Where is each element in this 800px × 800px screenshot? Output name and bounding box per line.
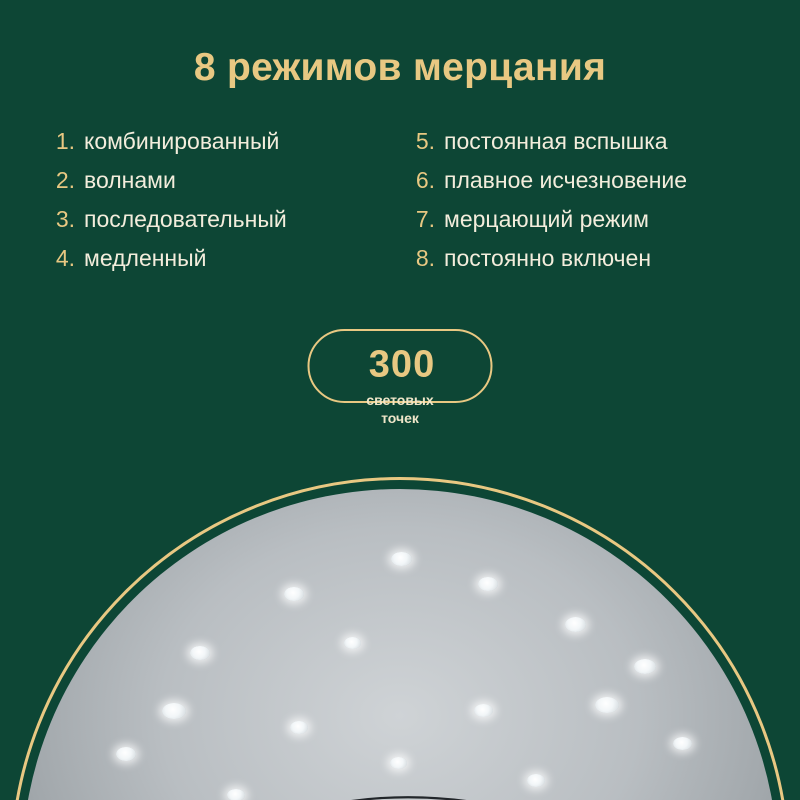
mode-label: волнами (84, 167, 176, 193)
led-light (284, 587, 304, 601)
light-count-caption-line1: световых (366, 392, 434, 408)
list-item (410, 208, 770, 231)
led-light (673, 737, 692, 750)
led-light (391, 552, 412, 566)
mode-label: постоянно включен (444, 245, 652, 271)
list-item (50, 130, 395, 153)
led-light (290, 721, 308, 734)
mode-label: медленный (84, 245, 207, 271)
led-light (190, 646, 210, 660)
modes-column-left (40, 130, 395, 286)
led-light (527, 774, 545, 787)
modes-column-right (410, 130, 770, 286)
led-light (162, 703, 186, 719)
led-light (474, 704, 493, 717)
mode-number: 3. (55, 206, 75, 232)
mode-number: 6. (415, 167, 435, 193)
light-count-number: 300 (368, 343, 436, 386)
led-light (344, 637, 361, 649)
mode-number: 4. (55, 245, 75, 271)
mode-number: 5. (415, 128, 435, 154)
mode-number: 8. (415, 245, 435, 271)
product-photo-disc (22, 489, 778, 800)
list-item (50, 247, 395, 270)
led-light (634, 659, 656, 674)
list-item (410, 169, 770, 192)
mode-number: 2. (55, 167, 75, 193)
list-item (410, 247, 770, 270)
led-light (116, 747, 136, 761)
list-item (50, 169, 395, 192)
mode-label: плавное исчезновение (444, 167, 688, 193)
led-light (227, 789, 245, 800)
light-count-caption (0, 392, 800, 427)
list-item (410, 130, 770, 153)
mode-label: комбинированный (84, 128, 280, 154)
mode-label: последовательный (84, 206, 287, 232)
led-light (390, 757, 407, 769)
led-light (595, 697, 619, 713)
product-photo (0, 455, 800, 800)
mode-label: постоянная вспышка (444, 128, 668, 154)
led-light (478, 577, 498, 591)
led-light (565, 617, 586, 632)
mode-number: 7. (415, 206, 435, 232)
modes-list (40, 130, 770, 286)
mode-number: 1. (55, 128, 75, 154)
list-item (50, 208, 395, 231)
mode-label: мерцающий режим (444, 206, 649, 232)
page-title: 8 режимов мерцания (193, 46, 607, 89)
light-count-caption-line2: точек (381, 409, 419, 426)
